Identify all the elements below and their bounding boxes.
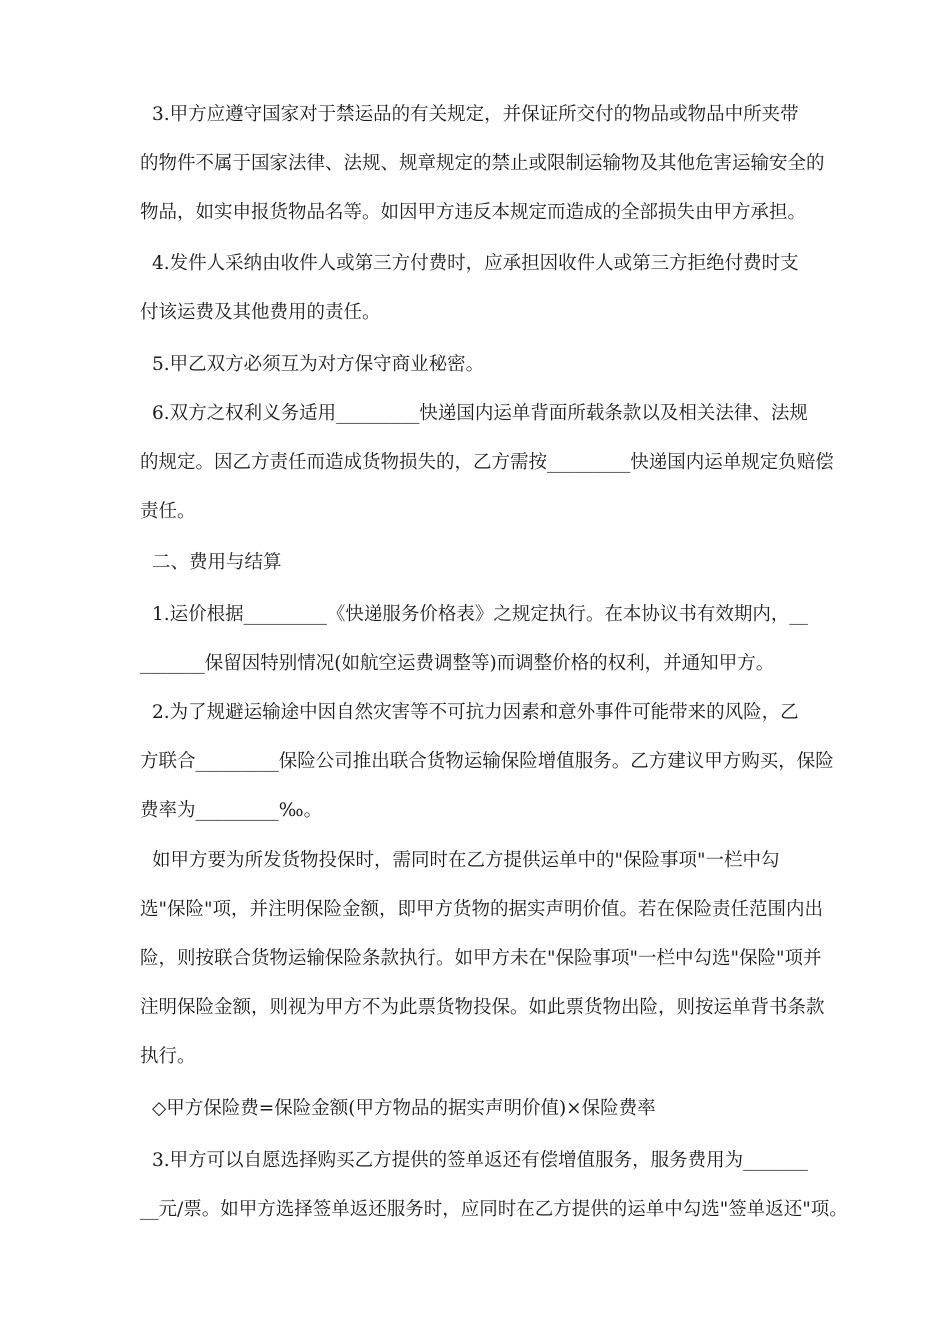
paragraph-clause-4 <box>140 239 850 337</box>
text-line: __元/票。如甲方选择签单返还服务时，应同时在乙方提供的运单中勾选"签单返还"项。 <box>140 1199 848 1220</box>
paragraph-fee-3 <box>140 1136 850 1234</box>
text-line: 选"保险"项，并注明保险金额，即甲方货物的据实声明价值。若在保险责任范围内出 <box>140 899 824 920</box>
text-line: 3.甲方可以自愿选择购买乙方提供的签单返还有偿增值服务，服务费用为_______ <box>152 1150 808 1171</box>
section-heading: 二、费用与结算 <box>152 552 282 573</box>
text-line: 付该运费及其他费用的责任。 <box>140 302 381 323</box>
paragraph-insurance <box>140 836 850 1081</box>
text-line: 6.双方之权利义务适用_________快递国内运单背面所载条款以及相关法律、法规 <box>152 403 808 424</box>
text-line: 方联合_________保险公司推出联合货物运输保险增值服务。乙方建议甲方购买，保险 <box>140 751 834 772</box>
text-line: 3.甲方应遵守国家对于禁运品的有关规定，并保证所交付的物品或物品中所夹带 <box>152 104 799 125</box>
text-line: 4.发件人采纳由收件人或第三方付费时，应承担因收件人或第三方拒绝付费时支 <box>152 253 799 274</box>
paragraph-insurance-formula <box>140 1084 850 1133</box>
paragraph-clause-5 <box>140 340 850 389</box>
text-line: 费率为_________‰。 <box>140 800 323 821</box>
text-line: 执行。 <box>140 1046 196 1067</box>
paragraph-fee-2 <box>140 688 850 835</box>
text-line: 如甲方要为所发货物投保时，需同时在乙方提供运单中的"保险事项"一栏中勾 <box>152 850 780 871</box>
section-heading-fees <box>140 538 850 587</box>
text-line: 1.运价根据_________《快递服务价格表》之规定执行。在本协议书有效期内，__ <box>152 604 808 625</box>
text-line: 物品，如实申报货物品名等。如因甲方违反本规定而造成的全部损失由甲方承担。 <box>140 202 807 223</box>
formula-line: ◇甲方保险费=保险金额(甲方物品的据实声明价值)×保险费率 <box>152 1098 656 1119</box>
text-line: 的规定。因乙方责任而造成货物损失的，乙方需按_________快递国内运单规定负赔偿 <box>140 452 834 473</box>
text-line: 责任。 <box>140 501 196 522</box>
text-line: 2.为了规避运输途中因自然灾害等不可抗力因素和意外事件可能带来的风险，乙 <box>152 702 799 723</box>
paragraph-clause-6 <box>140 389 850 536</box>
paragraph-fee-1 <box>140 590 850 688</box>
text-line: 险，则按联合货物运输保险条款执行。如甲方未在"保险事项"一栏中勾选"保险"项并 <box>140 948 822 969</box>
text-line: _______保留因特别情况(如航空运费调整等)而调整价格的权利，并通知甲方。 <box>140 653 775 674</box>
paragraph-clause-3 <box>140 90 850 237</box>
text-line: 的物件不属于国家法律、法规、规章规定的禁止或限制运输物及其他危害运输安全的 <box>140 153 825 174</box>
text-line: 5.甲乙双方必须互为对方保守商业秘密。 <box>152 354 485 375</box>
text-line: 注明保险金额，则视为甲方不为此票货物投保。如此票货物出险，则按运单背书条款 <box>140 997 825 1018</box>
